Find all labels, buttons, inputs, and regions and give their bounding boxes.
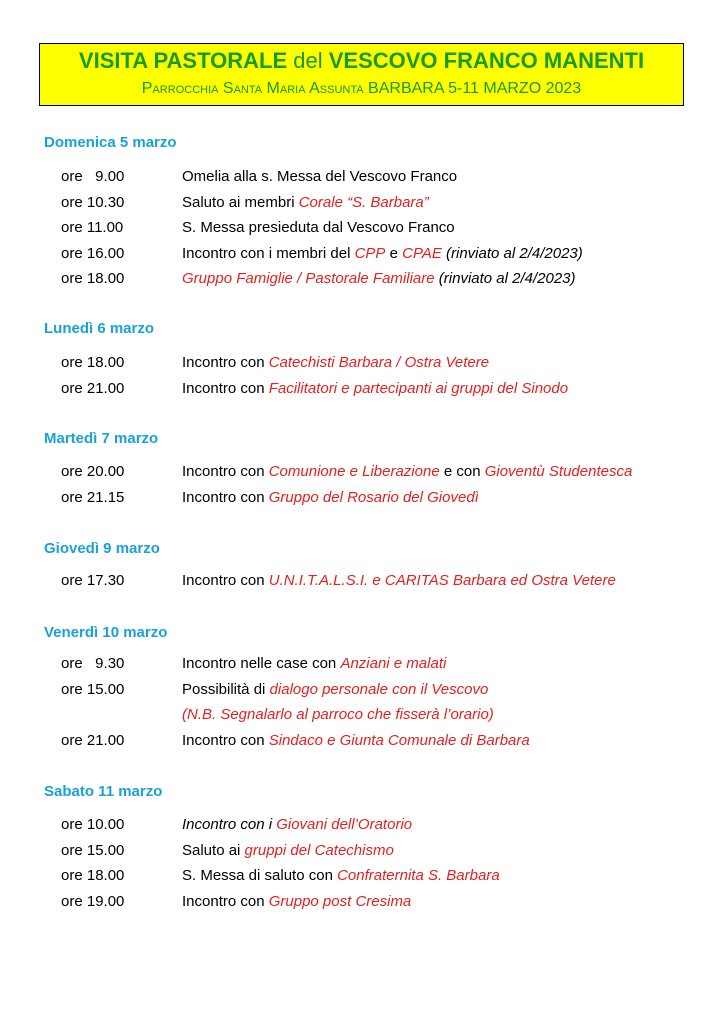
event-time: ore 18.00 bbox=[61, 867, 125, 884]
highlighted-text: U.N.I.T.A.L.S.I. e CARITAS Barbara ed Ostra Vetere bbox=[268, 572, 616, 589]
event-text: Incontro con bbox=[182, 892, 269, 910]
highlighted-text: CPP bbox=[354, 244, 386, 262]
event-description bbox=[182, 655, 446, 672]
event-text: Incontro con i membri del bbox=[182, 244, 355, 262]
event-time: ore 19.00 bbox=[61, 892, 125, 910]
page-subtitle bbox=[40, 80, 683, 98]
event-description bbox=[182, 893, 411, 910]
highlighted-text: dialogo personale con il Vescovo bbox=[269, 680, 489, 698]
highlighted-text: CPAE bbox=[402, 244, 442, 262]
event-text: (rinviato al 2/4/2023) bbox=[441, 244, 583, 262]
event-row bbox=[0, 706, 724, 728]
highlighted-text: Anziani e malati bbox=[340, 655, 447, 672]
event-row bbox=[0, 893, 724, 915]
day-heading: Lunedì 6 marzo bbox=[44, 320, 155, 337]
event-time: ore 21.00 bbox=[61, 379, 125, 397]
event-description bbox=[182, 270, 576, 287]
subtitle-dates: BARBARA 5-11 MARZO 2023 bbox=[363, 80, 582, 97]
highlighted-text: Giovani dell’Oratorio bbox=[276, 816, 413, 833]
event-row bbox=[0, 270, 724, 292]
event-text: Omelia alla s. Messa del Vescovo Franco bbox=[182, 168, 458, 185]
event-description bbox=[182, 489, 479, 506]
event-time: ore 17.30 bbox=[61, 572, 125, 589]
highlighted-text: Sindaco e Giunta Comunale di Barbara bbox=[268, 731, 530, 749]
event-text: Possibilità di bbox=[182, 680, 270, 698]
day-heading: Martedì 7 marzo bbox=[44, 430, 159, 447]
event-row bbox=[0, 842, 724, 864]
event-text: Saluto ai membri bbox=[182, 193, 299, 211]
day-heading: Venerdì 10 marzo bbox=[44, 624, 168, 641]
event-time: ore 9.00 bbox=[61, 168, 125, 185]
highlighted-text: (N.B. Segnalarlo al parroco che fisserà l’orario) bbox=[182, 706, 494, 723]
page-title bbox=[40, 48, 683, 74]
event-row bbox=[0, 194, 724, 216]
event-description bbox=[182, 867, 500, 884]
event-row bbox=[0, 219, 724, 241]
event-description bbox=[182, 816, 412, 833]
highlighted-text: Gruppo Famiglie / Pastorale Familiare bbox=[182, 270, 435, 287]
title-part-2: del bbox=[287, 48, 329, 73]
event-row bbox=[0, 245, 724, 267]
event-row bbox=[0, 463, 724, 485]
event-description bbox=[182, 732, 530, 749]
highlighted-text: Corale “S. Barbara” bbox=[298, 193, 429, 211]
event-text: Incontro con i bbox=[182, 816, 277, 833]
event-time: ore 21.00 bbox=[61, 731, 125, 749]
event-time: ore 21.15 bbox=[61, 488, 125, 506]
highlighted-text: Gruppo del Rosario del Giovedì bbox=[268, 488, 479, 506]
event-text: e bbox=[385, 244, 403, 262]
day-heading: Domenica 5 marzo bbox=[44, 134, 177, 151]
event-description bbox=[182, 463, 632, 480]
event-text: Incontro con bbox=[182, 379, 269, 397]
event-description bbox=[182, 842, 394, 859]
event-time: ore 18.00 bbox=[61, 270, 125, 287]
event-description bbox=[182, 354, 489, 371]
header-banner bbox=[39, 43, 684, 106]
event-row bbox=[0, 681, 724, 703]
event-row bbox=[0, 867, 724, 889]
event-time: ore 16.00 bbox=[61, 244, 125, 262]
event-description bbox=[182, 681, 488, 698]
highlighted-text: Comunione e Liberazione bbox=[268, 463, 440, 480]
event-text: Saluto ai bbox=[182, 841, 245, 859]
event-time: ore 20.00 bbox=[61, 463, 125, 480]
day-heading: Giovedì 9 marzo bbox=[44, 540, 160, 557]
event-text: Incontro con bbox=[182, 354, 269, 371]
event-row bbox=[0, 732, 724, 754]
event-text: Incontro con bbox=[182, 463, 269, 480]
event-row bbox=[0, 572, 724, 594]
event-text: (rinviato al 2/4/2023) bbox=[434, 270, 576, 287]
event-time: ore 15.00 bbox=[61, 680, 125, 698]
event-time: ore 10.00 bbox=[61, 816, 125, 833]
highlighted-text: gruppi del Catechismo bbox=[244, 841, 394, 859]
event-row bbox=[0, 354, 724, 376]
event-text: Incontro con bbox=[182, 731, 269, 749]
event-description bbox=[182, 168, 457, 185]
event-time: ore 15.00 bbox=[61, 841, 125, 859]
highlighted-text: Facilitatori e partecipanti ai gruppi del Sinodo bbox=[268, 379, 569, 397]
event-description bbox=[182, 706, 494, 723]
event-description bbox=[182, 245, 583, 262]
event-description bbox=[182, 380, 568, 397]
event-text: e con bbox=[439, 463, 485, 480]
highlighted-text: Gruppo post Cresima bbox=[268, 892, 412, 910]
event-row bbox=[0, 816, 724, 838]
event-time: ore 10.30 bbox=[61, 193, 125, 211]
event-text: S. Messa presieduta dal Vescovo Franco bbox=[182, 219, 455, 236]
title-part-3: VESCOVO FRANCO MANENTI bbox=[328, 48, 645, 73]
event-description bbox=[182, 194, 429, 211]
event-row bbox=[0, 380, 724, 402]
highlighted-text: Confraternita S. Barbara bbox=[337, 867, 500, 884]
day-heading: Sabato 11 marzo bbox=[44, 783, 163, 800]
event-text: Incontro con bbox=[182, 488, 269, 506]
event-text: Incontro con bbox=[182, 572, 269, 589]
event-time: ore 9.30 bbox=[61, 655, 125, 672]
event-text: Incontro nelle case con bbox=[182, 655, 341, 672]
event-description bbox=[182, 572, 616, 589]
highlighted-text: Gioventù Studentesca bbox=[484, 463, 633, 480]
event-description bbox=[182, 219, 455, 236]
highlighted-text: Catechisti Barbara / Ostra Vetere bbox=[268, 354, 490, 371]
event-row bbox=[0, 655, 724, 677]
title-part-1: VISITA PASTORALE bbox=[78, 48, 288, 73]
event-row bbox=[0, 168, 724, 190]
subtitle-parish: Parrocchia Santa Maria Assunta bbox=[141, 80, 364, 97]
event-text: S. Messa di saluto con bbox=[182, 867, 338, 884]
event-time: ore 18.00 bbox=[61, 354, 125, 371]
event-row bbox=[0, 489, 724, 511]
event-time: ore 11.00 bbox=[61, 219, 124, 236]
